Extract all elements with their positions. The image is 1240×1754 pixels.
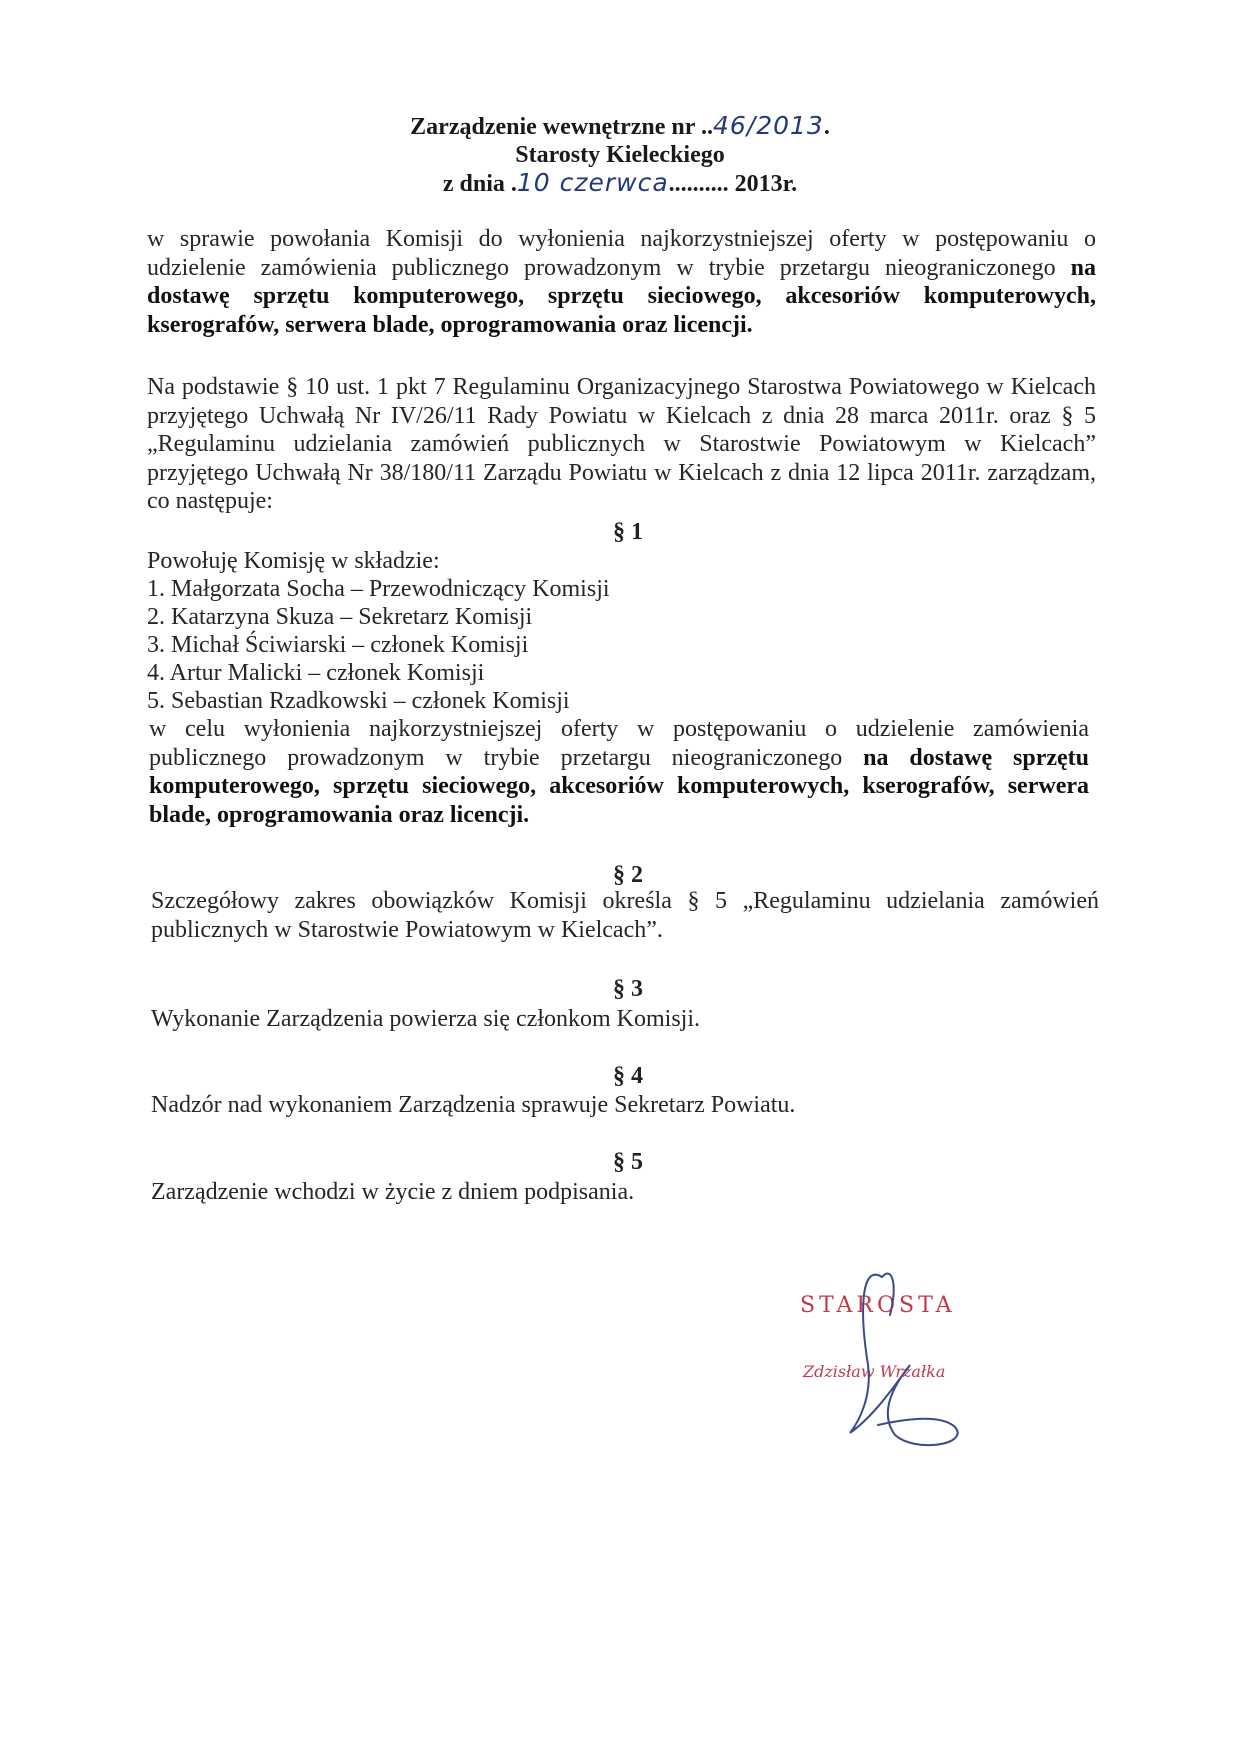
document-title: [0, 112, 1240, 141]
subject-paragraph: [147, 225, 1096, 339]
section-2-text: Szczegółowy zakres obowiązków Komisji określa § 5 „Regulaminu udzielania zamówień publicznych w Starostwie Powiatowym w Kielcach”.: [151, 888, 1099, 943]
section-1-heading: § 1: [613, 519, 643, 545]
section-3-text: Wykonanie Zarządzenia powierza się członkom Komisji.: [151, 1006, 701, 1032]
section-3-heading: § 3: [613, 976, 643, 1002]
purpose-text: w celu wyłonienia najkorzystniejszej oferty w postępowaniu o udzielenie zamówienia publicznego prowadzonym w trybie przetargu nieograniczonego: [149, 716, 1089, 771]
handwritten-signature-icon: [820, 1255, 970, 1455]
purpose-bold: na dostawę sprzętu komputerowego, sprzętu sieciowego, akcesoriów komputerowych, kserografów, serwera blade, oprogramowania oraz licencji.: [149, 744, 1089, 828]
stamp-name: Zdzisław Wrzałka: [803, 1362, 946, 1381]
handwritten-date: 10 czerwca: [516, 168, 669, 197]
section-4-heading: § 4: [613, 1063, 643, 1089]
title-prefix: Zarządzenie wewnętrzne nr ..: [410, 114, 713, 140]
committee-lead: Powołuję Komisję w składzie:: [147, 548, 440, 574]
committee-member: 5. Sebastian Rzadkowski – członek Komisji: [147, 688, 570, 714]
section-5-heading: § 5: [613, 1149, 643, 1175]
issuer: Starosty Kieleckiego: [515, 142, 725, 168]
document-date: [0, 169, 1240, 198]
purpose-paragraph: [149, 715, 1089, 829]
committee-member: 1. Małgorzata Socha – Przewodniczący Komisji: [147, 576, 610, 602]
subject-bold: na dostawę sprzętu komputerowego, sprzętu sieciowego, akcesoriów komputerowych, kserografów, serwera blade, oprogramowania oraz licencji.: [147, 254, 1096, 338]
legal-basis-paragraph: Na podstawie § 10 ust. 1 pkt 7 Regulaminu Organizacyjnego Starostwa Powiatowego w Kielcach przyjętego Uchwałą Nr IV/26/11 Rady Powiatu w Kielcach z dnia 28 marca 2011r. oraz § 5 „Regulaminu udzielania zamówień publicznych w Starostwie Powiatowym w Kielcach” przyjętego Uchwałą Nr 38/180/11 Zarządu Powiatu w Kielcach z dnia 12 lipca 2011r. zarządzam, co następuje:: [147, 374, 1096, 514]
committee-member: 3. Michał Ściwiarski – członek Komisji: [147, 632, 529, 658]
date-prefix: z dnia .: [442, 171, 517, 197]
committee-member: 4. Artur Malicki – członek Komisji: [147, 660, 485, 686]
section-5-text: Zarządzenie wchodzi w życie z dniem podpisania.: [151, 1179, 635, 1205]
section-2-heading: § 2: [613, 862, 643, 888]
section-4-text: Nadzór nad wykonaniem Zarządzenia sprawuje Sekretarz Powiatu.: [151, 1092, 796, 1118]
subject-text: w sprawie powołania Komisji do wyłonienia najkorzystniejszej oferty w postępowaniu o udzielenie zamówienia publicznego prowadzonym w trybie przetargu nieograniczonego: [147, 226, 1096, 281]
date-suffix: .......... 2013r.: [668, 171, 798, 197]
handwritten-number: 46/2013: [712, 111, 824, 140]
title-suffix: .: [823, 114, 830, 140]
stamp-title: STAROSTA: [800, 1293, 956, 1318]
committee-member: 2. Katarzyna Skuza – Sekretarz Komisji: [147, 604, 533, 630]
